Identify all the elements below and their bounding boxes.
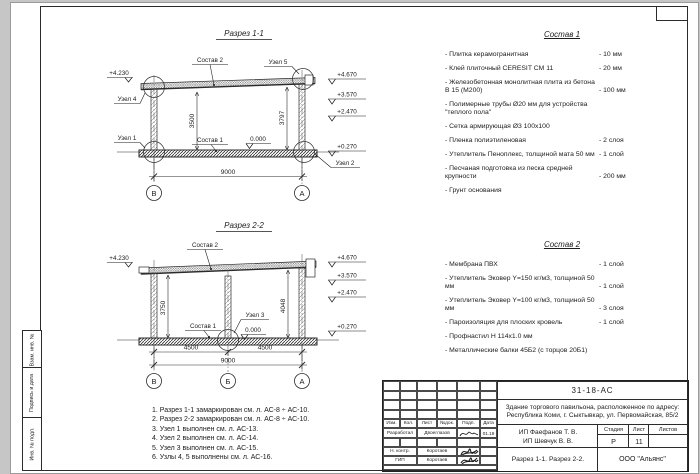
- uzel3-label: Узел 3: [245, 312, 265, 319]
- top-right-doc-box: [656, 6, 688, 21]
- item-name: - Утеплитель Эковер Y=100 кг/м3, толщиной 50 мм: [445, 297, 595, 312]
- dim-height-left: 3500: [189, 113, 196, 129]
- elev-mark: +4.670: [337, 254, 357, 262]
- col-list: Лист: [417, 419, 437, 428]
- list-item: [445, 319, 679, 327]
- axis-letter: А: [299, 376, 305, 386]
- list-item: [445, 79, 679, 95]
- axis-bubbles: [147, 374, 310, 389]
- item-name: - Клей плиточный CERESIT CM 11: [445, 65, 554, 72]
- list-item: [445, 261, 679, 269]
- col-podp: Подп.: [457, 419, 480, 428]
- list-item: [445, 51, 679, 59]
- list-item: [445, 101, 679, 117]
- sostav2-label: Состав 2: [196, 57, 224, 64]
- role-cell: Разработал: [383, 428, 417, 438]
- stamp-label: Взам. инв. №: [29, 333, 36, 366]
- elev-mark: +3.570: [337, 272, 357, 280]
- item-value: - 3 слоя: [599, 305, 624, 312]
- item-value: - 2 слоя: [599, 137, 624, 144]
- doc-title: Разрез 1-1. Разрез 2-2.: [497, 447, 599, 472]
- sheet-number: 11: [628, 434, 650, 450]
- name-cell: Коротаев: [417, 447, 457, 456]
- dim-span: 9000: [220, 357, 236, 365]
- axis-bubbles: [147, 186, 310, 201]
- list-item: [445, 165, 679, 181]
- dim-height-left: 3750: [160, 300, 167, 316]
- uzel2-label: Узел 2: [335, 160, 355, 167]
- dimensions: [149, 87, 307, 181]
- item-name: - Утеплитель Эковер Y=150 кг/м3, толщиной 50 мм: [445, 275, 595, 290]
- object-line2: Республика Коми, г. Сыктывкар, ул. Первомайская, 85/2: [506, 412, 679, 420]
- section-2-2-title: [216, 221, 272, 232]
- sheets-label: Листов: [648, 424, 688, 436]
- item-value: - 1 слой: [599, 283, 624, 290]
- item-name: - Металлические балки 45Б2 (с торцов 20Б1): [445, 347, 588, 354]
- list-item: [445, 297, 679, 313]
- item-value: - 10 мм: [599, 51, 622, 58]
- elevation-marks-right: [328, 255, 366, 337]
- date-cell: [480, 447, 497, 456]
- note-line: 4. Узел 2 выполнен см. л. АС-14.: [152, 435, 259, 443]
- note-line: 1. Разрез 1-1 замаркирован см. л. АС-8 ÷ АС-10.: [152, 407, 310, 414]
- dim-span2: 4500: [257, 344, 273, 352]
- signature-gip: [457, 456, 480, 465]
- elev-mark: +3.570: [337, 91, 357, 99]
- list-item: [445, 347, 679, 355]
- sostav1-label: Состав 1: [189, 323, 217, 330]
- item-value: - 1 слой: [599, 261, 624, 268]
- item-name: - Пленка полиэтиленовая: [445, 137, 526, 144]
- list-item: [445, 65, 679, 73]
- document-code: 31-18-АС: [497, 381, 688, 401]
- axis-letter: Б: [225, 376, 231, 386]
- stage-value: Р: [597, 434, 630, 450]
- name-cell: Двоеглазов: [417, 428, 457, 438]
- item-value: - 20 мм: [599, 65, 622, 72]
- uzel5-label: Узел 5: [268, 59, 288, 66]
- item-name: - Плитка керамогранитная: [445, 51, 529, 58]
- elev-mark: +2.470: [337, 108, 357, 116]
- list-item: [445, 187, 679, 195]
- list-item: [445, 151, 679, 159]
- sostav1-title: Состав 1: [543, 30, 581, 39]
- titleblock-signature-table: [383, 381, 497, 470]
- section-title: Разрез 1-1: [224, 29, 264, 38]
- dim-height-right: 3797: [279, 110, 286, 126]
- sheet-label: Лист: [628, 424, 650, 436]
- list-item: [445, 275, 679, 291]
- col-ndok: №док.: [437, 419, 457, 428]
- elev-mark: +4.670: [337, 71, 357, 79]
- client-names: [497, 424, 599, 449]
- sostav2-title: Состав 2: [543, 240, 581, 249]
- dim-height-right: 4048: [280, 298, 287, 314]
- item-name: - Сетка армирующая Ø3 100х100: [445, 123, 550, 130]
- object-description: [497, 399, 688, 427]
- notes-list: [152, 406, 422, 462]
- role-cell: ГИП: [383, 456, 417, 465]
- item-value: - 100 мм: [599, 87, 626, 94]
- list-item: [445, 333, 679, 341]
- elevation-marks-right: [328, 72, 366, 157]
- col-izm: Изм.: [383, 419, 400, 428]
- stamp-inv-podl: [22, 417, 42, 471]
- elev-mark: +0.270: [337, 143, 357, 151]
- stamp-label: Подпись и дата: [29, 373, 36, 413]
- elev-mark: +2.470: [337, 289, 357, 297]
- section-2-2-drawing: [75, 218, 385, 410]
- col-kol: Кол.: [400, 419, 417, 428]
- item-name: - Утеплитель Пеноплекс, толщиной мата 50 мм: [445, 151, 595, 158]
- note-line: 6. Узлы 4, 5 выполнены см. л. АС-16.: [152, 454, 273, 462]
- building-section: [117, 69, 339, 163]
- item-name: - Песчаная подготовка из песка средней крупности: [445, 165, 573, 180]
- company-name: ООО "Альянс": [597, 447, 688, 472]
- leaders-labels: [107, 242, 269, 340]
- item-name: - Мембрана ПВХ: [445, 261, 498, 268]
- item-name: - Профнастил Н 114х1.0 мм: [445, 333, 533, 340]
- sostav1-label: Состав 1: [196, 137, 224, 144]
- uzel1-label: Узел 1: [117, 135, 137, 142]
- item-name: - Грунт основания: [445, 187, 502, 194]
- section-1-1-drawing: [75, 25, 385, 215]
- sostav1-panel: [445, 30, 679, 201]
- list-item: [445, 137, 679, 145]
- client-line2: ИП Шевчук В. В.: [523, 437, 573, 445]
- col-data: Дата: [480, 419, 497, 428]
- signature-ncontr: [457, 447, 480, 456]
- dim-span: 9000: [220, 169, 236, 176]
- stamp-label: Инв. № подл.: [29, 427, 35, 461]
- note-line: 3. Узел 1 выполнен см. л. АС-13.: [152, 425, 259, 433]
- signature-developer: [457, 428, 480, 438]
- name-cell: Коротаев: [417, 456, 457, 465]
- zero-level-label: 0.000: [250, 136, 266, 143]
- note-line: 2. Разрез 2-2 замаркирован см. л. АС-8 ÷ АС-10.: [152, 416, 310, 424]
- elevation-4230: +4.230: [109, 70, 129, 77]
- item-value: - 1 слой: [599, 319, 624, 326]
- sostav2-panel: [445, 240, 679, 361]
- axis-letter: В: [151, 188, 157, 198]
- stamp-vzam-inv: [22, 330, 42, 369]
- date-cell: 01.19: [480, 428, 497, 438]
- object-line1: Здание торгового павильона, расположенное по адресу:: [505, 403, 680, 411]
- item-value: - 1 слой: [599, 151, 624, 158]
- item-name: - Полимерные трубы Ø20 мм для устройства "теплого пола": [445, 101, 588, 116]
- uzel4-label: Узел 4: [117, 96, 137, 103]
- item-name: - Пароизоляция для плоских кровель: [445, 319, 563, 326]
- stage-label: Стадия: [597, 424, 630, 436]
- dim-span1: 4500: [183, 344, 199, 352]
- elev-mark: +0.270: [337, 323, 357, 331]
- sostav2-label: Состав 2: [191, 242, 219, 249]
- item-value: - 200 мм: [599, 173, 626, 180]
- section-title: Разрез 2-2: [224, 221, 264, 230]
- axis-letter: В: [151, 376, 157, 386]
- axis-letter: А: [299, 188, 305, 198]
- client-line1: ИП Фаефанов Т. В.: [518, 428, 578, 436]
- list-item: [445, 123, 679, 131]
- stamp-podpis-data: [22, 367, 42, 419]
- item-name: - Железобетонная монолитная плита из бетона В 15 (М200): [445, 79, 595, 94]
- zero-level-label: 0.000: [245, 327, 261, 334]
- elevation-4230: +4.230: [109, 255, 129, 262]
- note-line: 5. Узел 3 выполнен см. л. АС-15.: [152, 444, 259, 452]
- role-cell: Н. контр.: [383, 447, 417, 456]
- section-1-1-title: [216, 29, 272, 40]
